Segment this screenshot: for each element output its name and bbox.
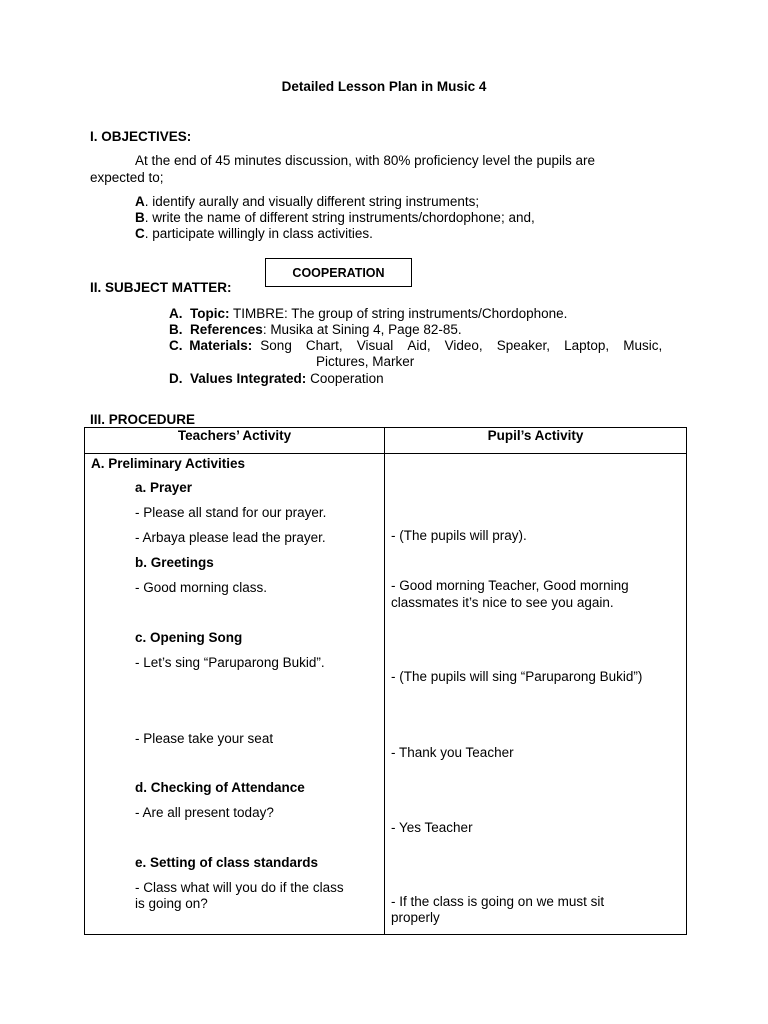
materials-continuation: Pictures, Marker xyxy=(316,354,415,369)
prayer-heading: a. Prayer xyxy=(135,480,193,495)
teacher-activity-cell xyxy=(85,454,385,935)
procedure-heading: III. PROCEDURE xyxy=(90,412,196,427)
subject-marker: C. xyxy=(169,338,183,353)
objective-text: . write the name of different string instruments/chordophone; and, xyxy=(144,210,535,225)
section-heading: A. Preliminary Activities xyxy=(91,456,246,471)
teacher-line: - Class what will you do if the class xyxy=(135,880,344,895)
objective-letter: C xyxy=(135,226,145,241)
subject-matter-heading: II. SUBJECT MATTER: xyxy=(90,280,232,295)
pupil-line: - (The pupils will sing “Paruparong Bukid”) xyxy=(391,669,643,684)
objective-letter: B xyxy=(135,210,145,225)
subject-label: Values Integrated: xyxy=(190,371,307,386)
attendance-heading: d. Checking of Attendance xyxy=(135,780,305,795)
teacher-line: - Are all present today? xyxy=(135,805,274,820)
teacher-line: - Please take your seat xyxy=(135,731,274,746)
subject-item-references xyxy=(169,322,462,337)
subject-item-topic xyxy=(169,306,567,321)
subject-item-materials xyxy=(169,338,669,353)
subject-marker: D. xyxy=(169,371,183,386)
procedure-table xyxy=(84,427,687,935)
teacher-line: - Let’s sing “Paruparong Bukid”. xyxy=(135,655,325,670)
subject-text: : Musika at Sining 4, Page 82-85. xyxy=(262,322,462,337)
subject-text: Cooperation xyxy=(306,371,384,386)
material-word: Laptop, xyxy=(564,338,610,353)
subject-label: References xyxy=(190,322,263,337)
teacher-line: - Please all stand for our prayer. xyxy=(135,505,327,520)
objective-item-c xyxy=(135,226,373,241)
material-word: Music, xyxy=(623,338,663,353)
document-title: Detailed Lesson Plan in Music 4 xyxy=(281,79,487,94)
pupil-column-header: Pupil’s Activity xyxy=(385,428,687,454)
objective-item-b xyxy=(135,210,535,225)
objectives-heading: I. OBJECTIVES: xyxy=(90,129,192,144)
pupil-line: - Yes Teacher xyxy=(391,820,473,835)
pupil-activity-cell xyxy=(385,454,687,935)
subject-label: Topic: xyxy=(190,306,230,321)
material-word: Visual xyxy=(356,338,394,353)
pupil-line: - Thank you Teacher xyxy=(391,745,514,760)
material-word: Chart, xyxy=(305,338,343,353)
objective-letter: A xyxy=(135,194,145,209)
objective-text: . identify aurally and visually different string instruments; xyxy=(144,194,480,209)
pupil-line: properly xyxy=(391,910,440,925)
teacher-line: - Arbaya please lead the prayer. xyxy=(135,530,326,545)
subject-label: Materials: xyxy=(189,338,253,353)
value-box: COOPERATION xyxy=(265,258,412,287)
procedure-header-row xyxy=(85,428,687,454)
class-standards-heading: e. Setting of class standards xyxy=(135,855,319,870)
pupil-line: - Good morning Teacher, Good morning xyxy=(391,578,629,593)
greetings-heading: b. Greetings xyxy=(135,555,214,570)
material-word: Song xyxy=(260,338,292,353)
pupil-line: - (The pupils will pray). xyxy=(391,528,527,543)
pupil-line: - If the class is going on we must sit xyxy=(391,894,605,909)
material-word: Speaker, xyxy=(496,338,551,353)
objectives-intro-line1: At the end of 45 minutes discussion, with 80% proficiency level the pupils are xyxy=(135,153,596,168)
subject-item-values xyxy=(169,371,384,386)
pupil-line: classmates it’s nice to see you again. xyxy=(391,595,614,610)
subject-marker: B. xyxy=(169,322,183,337)
teacher-line: is going on? xyxy=(135,896,208,911)
material-word: Aid, xyxy=(407,338,431,353)
material-word: Video, xyxy=(444,338,483,353)
materials-words xyxy=(260,338,662,353)
opening-song-heading: c. Opening Song xyxy=(135,630,243,645)
objective-text: . participate willingly in class activities. xyxy=(144,226,373,241)
subject-marker: A. xyxy=(169,306,183,321)
subject-text: TIMBRE: The group of string instruments/Chordophone. xyxy=(229,306,568,321)
teacher-column-header: Teachers’ Activity xyxy=(85,428,385,454)
procedure-body-row xyxy=(85,454,687,935)
teacher-line: - Good morning class. xyxy=(135,580,268,595)
objective-item-a xyxy=(135,194,479,209)
objectives-intro-line2: expected to; xyxy=(90,170,164,185)
